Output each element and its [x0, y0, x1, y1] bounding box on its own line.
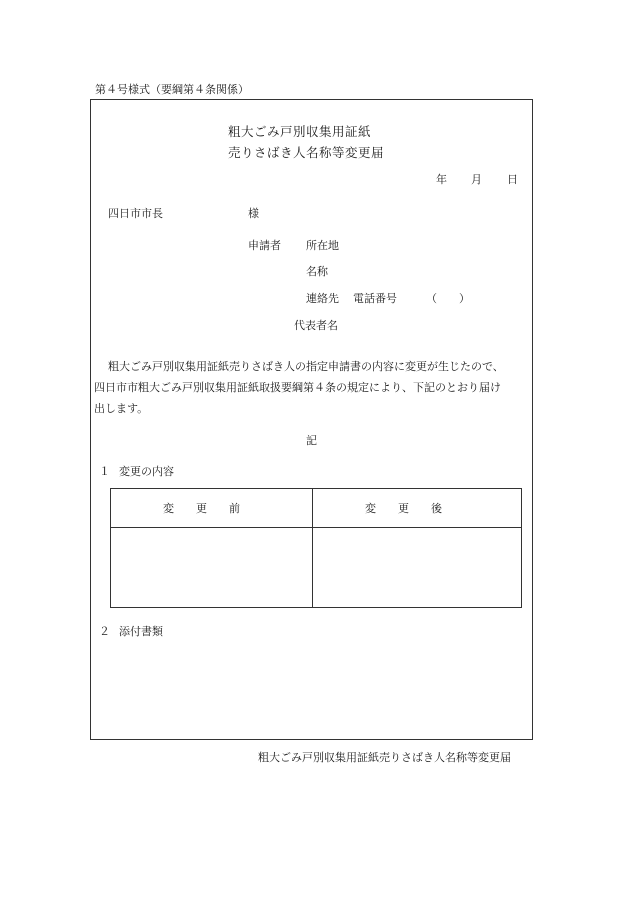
- body-text-line3: 出します。: [94, 402, 149, 415]
- section2-label: 添付書類: [119, 625, 163, 638]
- table-header-divider: [111, 527, 521, 528]
- applicant-address-label: 所在地: [306, 239, 339, 252]
- applicant-phone-label: 電話番号: [353, 292, 397, 305]
- applicant-label: 申請者: [248, 239, 281, 252]
- table-cell-before[interactable]: [115, 533, 308, 605]
- addressee-name: 四日市市長: [108, 207, 163, 220]
- ki-label: 記: [306, 434, 317, 447]
- form-title-line1: 粗大ごみ戸別収集用証紙: [228, 124, 372, 139]
- change-table: [110, 488, 522, 608]
- applicant-name-label: 名称: [306, 265, 328, 278]
- form-frame: [90, 99, 533, 740]
- table-cell-after[interactable]: [317, 533, 517, 605]
- section2-number: ２: [99, 625, 110, 638]
- representative-label: 代表者名: [294, 319, 338, 332]
- footer-caption: 粗大ごみ戸別収集用証紙売りさばき人名称等変更届: [258, 751, 511, 764]
- date-year-label: 年: [436, 173, 447, 186]
- applicant-contact-label: 連絡先: [306, 292, 339, 305]
- body-text-line1: 粗大ごみ戸別収集用証紙売りさばき人の指定申請書の内容に変更が生じたので、: [108, 360, 504, 373]
- addressee-honorific: 様: [248, 207, 259, 220]
- form-number: 第４号様式（要綱第４条関係）: [95, 83, 249, 96]
- applicant-phone-paren: （ ）: [426, 292, 470, 305]
- table-header-before: 変 更 前: [163, 502, 240, 515]
- table-column-divider: [312, 489, 313, 607]
- table-header-after: 変 更 後: [365, 502, 442, 515]
- section1-number: １: [99, 465, 110, 478]
- date-day-label: 日: [507, 173, 518, 186]
- body-text-line2: 四日市市粗大ごみ戸別収集用証紙取扱要綱第４条の規定により、下記のとおり届け: [94, 381, 501, 394]
- date-month-label: 月: [471, 173, 482, 186]
- section1-label: 変更の内容: [119, 465, 174, 478]
- form-title-line2: 売りさばき人名称等変更届: [228, 145, 385, 160]
